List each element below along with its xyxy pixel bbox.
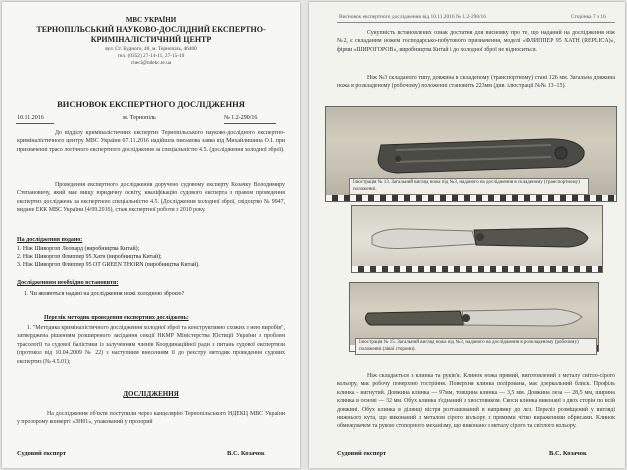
scale-ruler bbox=[326, 195, 616, 201]
research-heading: ДОСЛІДЖЕННЯ bbox=[123, 390, 179, 398]
date-underline bbox=[16, 123, 54, 124]
number-underline bbox=[224, 123, 276, 124]
ministry-name: МВС УКРАЇНИ bbox=[125, 16, 177, 24]
objects-heading: На дослідження подано: bbox=[17, 237, 83, 243]
header-rule bbox=[337, 22, 615, 23]
document-date: 10.11.2016 bbox=[17, 115, 44, 121]
object-item: 3. Ніж Шиворгоп Флиппер 95 OT GREEN THORN (виробництва Китай). bbox=[17, 262, 200, 268]
knife-photo-open-right bbox=[351, 205, 603, 273]
document-page-right bbox=[309, 2, 625, 468]
assignment-paragraph: Проведення експертного дослідження доручено судовому експерту Козачку Володимиру Степановичу, який має вищу юридичну освіту, кваліфікацію судового експерта з правом проведення експертиз досліджень за експертною спеціальністю 4.5. (Дослідження холодної зброї, свідоцтво № 9947, видане ЕКК МВС України (4/09.2016), стаж експертної роботи з 2010 року. bbox=[17, 182, 285, 214]
conclusion-paragraph: Сукупність встановлених ознак достатня для висновку про те, що наданий на дослідження ніж №2, є складаним ножем господарсько-побутового призначення, моделі «ФЛИППЕР 95 ХАТН (REPLICA)», фірми «ШИРОГОРОВ», виробництва Китай і до холодної зброї не відноситься. bbox=[337, 30, 615, 53]
photo-caption-13: Ілюстрація № 13. Загальний вигляд ножа під №3, наданого на дослідження в складеному (транспортному) положенні. bbox=[349, 178, 589, 195]
research-paragraph: На дослідження об'єкти поступили через канцелярію Тернопільського НДЕКЦ МВС України у прозорому конверті «ЗН01», упакований у прозорий bbox=[17, 411, 285, 426]
page-counter: Сторінка 7 з 16 bbox=[571, 14, 606, 20]
scale-ruler bbox=[352, 266, 602, 272]
question-heading: Дослідженням необхідно встановити: bbox=[17, 280, 119, 286]
photo-caption-15: Ілюстрація № 15. Загальний вигляд ножа під №3, наданого на дослідження в розкладеному (робочому) положенні (лівої сторони). bbox=[355, 338, 597, 355]
signer-label-right: Судовий експерт bbox=[337, 450, 387, 457]
methods-paragraph: 1. "Методика криміналістичного дослідження холодної зброї та конструктивно схожих з нею виробів", затверджена рішенням розширеного засідання секції НКМР Міністерства Юстиції України з проблем трасології та судової балістики із залученням членів Координаційної ради з питань судової експертизи (протокол від 10.04.2009 № 22) з наступним внесенням її до реєстру методик проведення судових експертиз (№ 4.5.01); bbox=[17, 325, 285, 365]
signer-label: Судовий експерт bbox=[17, 450, 67, 457]
center-name-line2: КРИМІНАЛІСТИЧНИЙ ЦЕНТР bbox=[90, 35, 212, 44]
document-title: ВИСНОВОК ЕКСПЕРТНОГО ДОСЛІДЖЕННЯ bbox=[57, 99, 245, 109]
signer-name: В.С. Козачок bbox=[227, 450, 265, 457]
document-number: № 1.2-290/16 bbox=[224, 115, 258, 121]
address-line2: тел. (0352) 27-14-11, 27-15-10 bbox=[117, 53, 185, 59]
knife-open-icon bbox=[352, 206, 602, 272]
signer-name-right: В.С. Козачок bbox=[549, 450, 587, 457]
document-page-left bbox=[2, 2, 300, 468]
knife-detail-paragraph: Ніж складається з клинка та руків'я. Клинок ножа прямий, виготовлений з металу світло-сірого кольору, має робочу поверхню гостріння. Поверхня клинка полірована, має дзеркальний блиск. Профіль клинка - вигнутий. Довжина клинка — 97мм, товщина клинка — 3,5 мм. Довжина леза — 28,5 мм, ширина клинка в основі — 32 мм. Обух клинка з'єднаний з хвостовиком. Скоси клинка виконані з двох сторін по всій довжині. Обух клинка в ділянці вістря розташований в напрямку до лез. Переліз розміщений у вигляді нижнього кута, що виконаний з металом сірого кольору з прямими чітко вираженими обрисами. Клинок обмежувачем та рукою стопорного механізму, що виконано з металу сірого та світлого кольору. bbox=[337, 373, 615, 430]
running-header: Висновок експертного дослідження від 10.11.2016 № 1.2-290/16 bbox=[339, 14, 486, 20]
email: checi@ndekc.te.ua bbox=[130, 60, 172, 66]
question-text: 1. Чи являються надані на дослідження ножі холодною зброєю? bbox=[24, 291, 185, 297]
object-item: 1. Ніж Шиворгоп Леопард (виробництва Китай); bbox=[17, 246, 140, 252]
intro-paragraph: До відділу криміналістичних експертиз Тернопільського науково-дослідного експертно-криміналістичного центру МВС України 07.11.2016 надійшла письмова заява від Михайлишина О.І. при призначенні трасо логічного експертного дослідження за спеціальністю 4.5. (дослідження холодної зброї). bbox=[17, 130, 285, 153]
document-city: м. Тернопіль bbox=[123, 115, 156, 121]
center-name-line1: ТЕРНОПІЛЬСЬКИЙ НАУКОВО-ДОСЛІДНИЙ ЕКСПЕРТНО- bbox=[36, 25, 266, 34]
methods-heading: Перелік методик проведення експертних досліджень: bbox=[44, 315, 189, 321]
address-line1: вул. Ст. Будного, 48, м. Тернопіль, 46400 bbox=[105, 46, 197, 52]
knife-description-paragraph: Ніж №3 складаного типу, довжина в складеному (транспортному) стані 126 мм. Загальна довжина ножа в розкладеному (робочому) положенні становить 223мм (див. ілюстрації №№ 13–15). bbox=[337, 75, 615, 90]
object-item: 2. Ніж Шиворгоп Флиппер 95 Хатн (виробництва Китай); bbox=[17, 254, 162, 260]
